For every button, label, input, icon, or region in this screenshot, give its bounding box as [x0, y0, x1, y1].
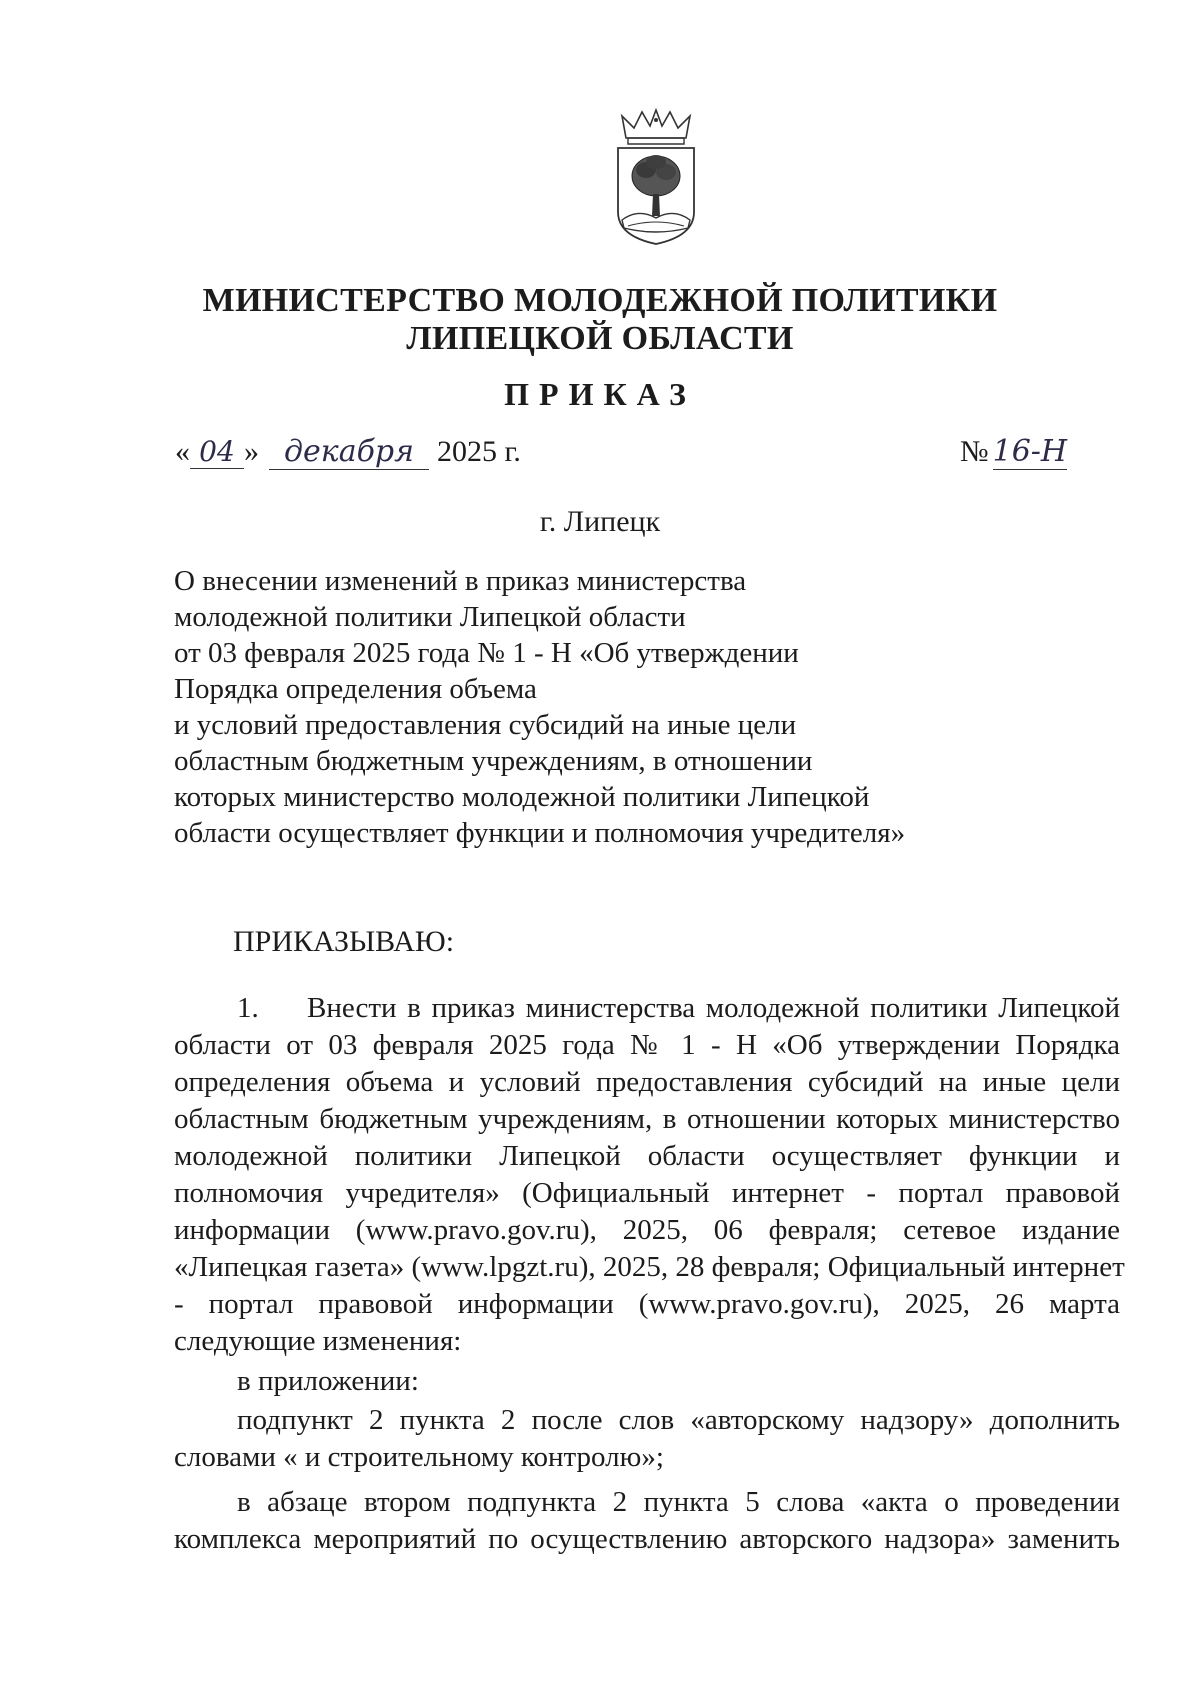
- date-year: 2025 г.: [437, 435, 521, 468]
- subject-line: областным бюджетным учреждениям, в отношении: [174, 745, 813, 777]
- item1-line: [174, 990, 1120, 1027]
- date-close-quote: »: [244, 435, 259, 468]
- subject-line: от 03 февраля 2025 года № 1 - Н «Об утверждении: [174, 637, 799, 669]
- subject-line: О внесении изменений в приказ министерства: [174, 565, 747, 597]
- document-date: [175, 434, 521, 474]
- number-handwritten: 16-Н: [992, 434, 1068, 469]
- document-number: [960, 434, 1067, 470]
- date-open-quote: «: [175, 435, 190, 468]
- subject-line: молодежной политики Липецкой области: [174, 601, 686, 633]
- ministry-name-line1: МИНИСТЕРСТВО МОЛОДЕЖНОЙ ПОЛИТИКИ: [202, 282, 998, 319]
- item1-line: информации (www.pravo.gov.ru), 2025, 06 февраля; сетевое издание: [174, 1214, 1120, 1246]
- item1-line: областным бюджетным учреждениям, в отношении которых министерство: [174, 1103, 1120, 1135]
- subject-line: которых министерство молодежной политики Липецкой: [174, 781, 870, 813]
- in-appendix-line: в приложении:: [237, 1365, 419, 1397]
- document-body: [174, 990, 1125, 1558]
- item1-line: полномочия учредителя» (Официальный интернет - портал правовой: [174, 1177, 1120, 1209]
- item1-number: 1.: [237, 992, 259, 1024]
- ministry-name-line2: ЛИПЕЦКОЙ ОБЛАСТИ: [406, 320, 794, 357]
- decree-word: ПРИКАЗЫВАЮ:: [233, 925, 455, 958]
- document-subject: [174, 563, 906, 851]
- item1-line: «Липецкая газета» (www.lpgzt.ru), 2025, 28 февраля; Официальный интернет: [174, 1251, 1125, 1283]
- subject-line: и условий предоставления субсидий на иные цели: [174, 709, 797, 741]
- para3-line: в абзаце втором подпункта 2 пункта 5 слова «акта о проведении: [237, 1486, 1120, 1518]
- date-day-handwritten: 04: [190, 435, 244, 469]
- subject-line: области осуществляет функции и полномочия учредителя»: [174, 817, 906, 849]
- item1-line-text: Внести в приказ министерства молодежной политики Липецкой: [307, 992, 1120, 1024]
- item1-line: молодежной политики Липецкой области осуществляет функции и: [174, 1140, 1120, 1172]
- date-month-handwritten: декабря: [269, 434, 429, 470]
- item1-line: следующие изменения:: [174, 1325, 462, 1357]
- coat-of-arms-emblem: [608, 108, 704, 248]
- item1-line: определения объема и условий предоставления субсидий на иные цели: [174, 1066, 1120, 1098]
- para3-line: комплекса мероприятий по осуществлению авторского надзора» заменить: [174, 1523, 1120, 1555]
- para2-line: словами « и строительному контролю»;: [174, 1441, 664, 1473]
- para2-line: подпункт 2 пункта 2 после слов «авторскому надзору» дополнить: [237, 1404, 1120, 1436]
- document-type-title: ПРИКАЗ: [504, 376, 696, 412]
- subject-line: Порядка определения объема: [174, 673, 537, 705]
- item1-line: области от 03 февраля 2025 года № 1 - Н «Об утверждении Порядка: [174, 1029, 1120, 1061]
- document-city: г. Липецк: [539, 505, 661, 538]
- number-prefix: №: [960, 435, 989, 468]
- item1-line: - портал правовой информации (www.pravo.gov.ru), 2025, 26 марта: [174, 1288, 1120, 1320]
